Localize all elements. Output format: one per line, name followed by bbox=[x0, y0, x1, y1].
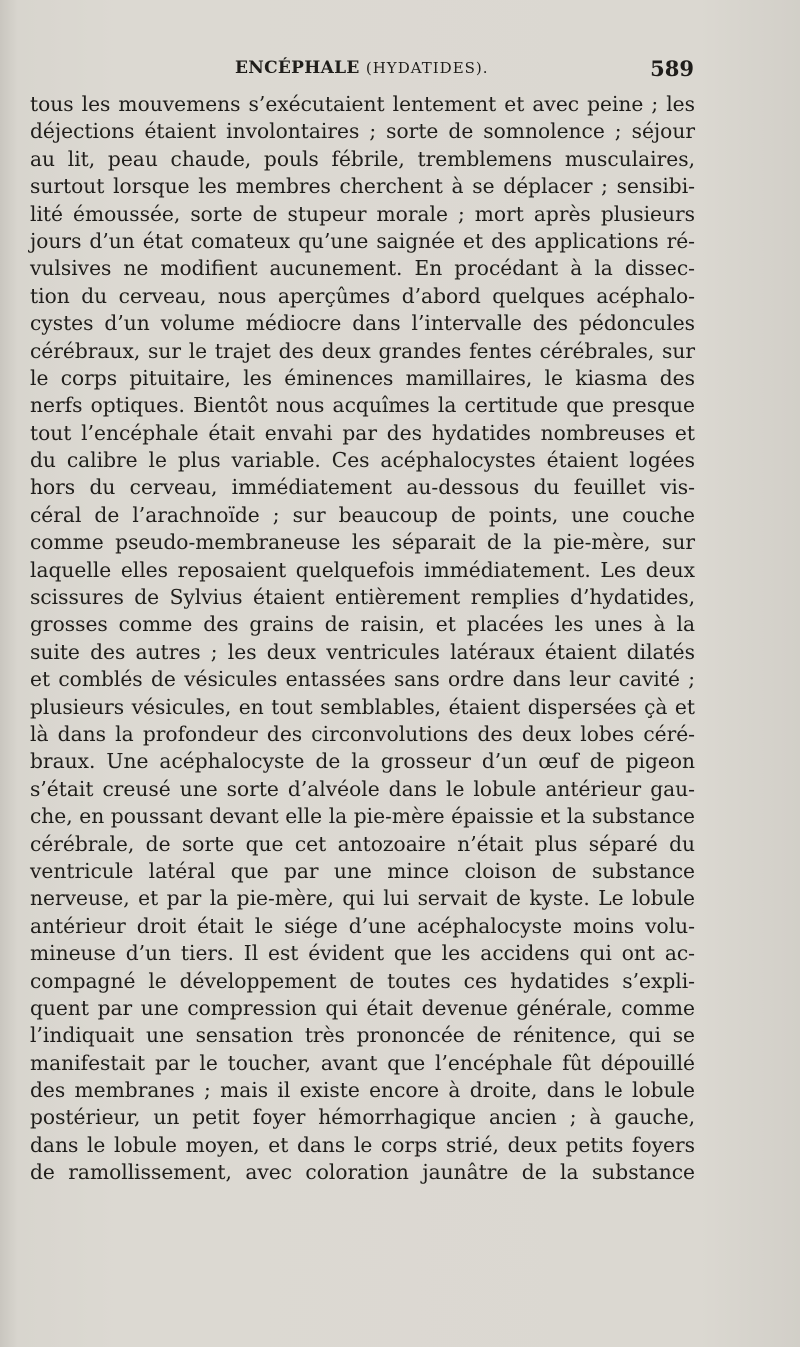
text-line: tout l’encéphale était envahi par des hydatides nombreuses et bbox=[30, 420, 695, 445]
text-line: plusieurs vésicules, en tout semblables, étaient dispersées çà et bbox=[30, 694, 695, 719]
text-line: cérébrale, de sorte que cet antozoaire n’était plus séparé du bbox=[30, 831, 695, 856]
text-line: suite des autres ; les deux ventricules latéraux étaient dilatés bbox=[30, 639, 695, 664]
text-line: manifestait par le toucher, avant que l’encéphale fût dépouillé bbox=[30, 1050, 695, 1075]
text-line: le corps pituitaire, les éminences mamillaires, le kiasma des bbox=[30, 365, 695, 390]
text-line: tion du cerveau, nous aperçûmes d’abord quelques acéphalo- bbox=[30, 283, 695, 308]
text-line: antérieur droit était le siége d’une acéphalocyste moins volu- bbox=[30, 913, 695, 938]
text-line: céral de l’arachnoïde ; sur beaucoup de points, une couche bbox=[30, 502, 695, 527]
text-line: de ramollissement, avec coloration jaunâtre de la substance bbox=[30, 1160, 695, 1185]
text-line: braux. Une acéphalocyste de la grosseur d’un œuf de pigeon bbox=[30, 749, 695, 774]
text-line: l’indiquait une sensation très prononcée de rénitence, qui se bbox=[30, 1023, 695, 1048]
text-line: là dans la profondeur des circonvolutions des deux lobes céré- bbox=[30, 721, 695, 746]
text-line: compagné le développement de toutes ces hydatides s’expli- bbox=[30, 968, 695, 993]
text-line: nerveuse, et par la pie-mère, qui lui servait de kyste. Le lobule bbox=[30, 886, 695, 911]
text-line: scissures de Sylvius étaient entièrement remplies d’hydatides, bbox=[30, 585, 695, 610]
text-line: déjections étaient involontaires ; sorte de somnolence ; séjour bbox=[30, 119, 695, 144]
text-line: comme pseudo-membraneuse les séparait de la pie-mère, sur bbox=[30, 530, 695, 555]
page-header bbox=[0, 58, 800, 86]
text-line: dans le lobule moyen, et dans le corps strié, deux petits foyers bbox=[30, 1132, 695, 1157]
text-line: surtout lorsque les membres cherchent à se déplacer ; sensibi- bbox=[30, 174, 695, 199]
text-line: lité émoussée, sorte de stupeur morale ; mort après plusieurs bbox=[30, 201, 695, 226]
text-line: grosses comme des grains de raisin, et placées les unes à la bbox=[30, 612, 695, 637]
text-line: quent par une compression qui était devenue générale, comme bbox=[30, 995, 695, 1020]
text-line: hors du cerveau, immédiatement au-dessous du feuillet vis- bbox=[30, 475, 695, 500]
running-title bbox=[235, 58, 489, 78]
text-line: cérébraux, sur le trajet des deux grandes fentes cérébrales, sur bbox=[30, 338, 695, 363]
running-title-main: ENCÉPHALE bbox=[235, 58, 360, 78]
text-line: mineuse d’un tiers. Il est évident que les accidens qui ont ac- bbox=[30, 941, 695, 966]
text-line: laquelle elles reposaient quelquefois immédiatement. Les deux bbox=[30, 557, 695, 582]
text-line: tous les mouvemens s’exécutaient lentement et avec peine ; les bbox=[30, 92, 695, 116]
body-text bbox=[30, 91, 695, 1187]
text-line: postérieur, un petit foyer hémorrhagique ancien ; à gauche, bbox=[30, 1105, 695, 1130]
text-line: du calibre le plus variable. Ces acéphalocystes étaient logées bbox=[30, 448, 695, 473]
text-line: che, en poussant devant elle la pie-mère épaissie et la substance bbox=[30, 804, 695, 829]
text-line: nerfs optiques. Bientôt nous acquîmes la certitude que presque bbox=[30, 393, 695, 418]
text-line: vulsives ne modifient aucunement. En procédant à la dissec- bbox=[30, 256, 695, 281]
text-line: des membranes ; mais il existe encore à droite, dans le lobule bbox=[30, 1078, 695, 1103]
running-title-sub: (HYDATIDES). bbox=[365, 59, 489, 77]
text-line: s’était creusé une sorte d’alvéole dans le lobule antérieur gau- bbox=[30, 776, 695, 801]
text-line: au lit, peau chaude, pouls fébrile, tremblemens musculaires, bbox=[30, 146, 695, 171]
page-number: 589 bbox=[650, 56, 694, 81]
text-line: ventricule latéral que par une mince cloison de substance bbox=[30, 858, 695, 883]
text-line: jours d’un état comateux qu’une saignée et des applications ré- bbox=[30, 228, 695, 253]
text-line: et comblés de vésicules entassées sans ordre dans leur cavité ; bbox=[30, 667, 695, 692]
text-line: cystes d’un volume médiocre dans l’intervalle des pédoncules bbox=[30, 311, 695, 336]
